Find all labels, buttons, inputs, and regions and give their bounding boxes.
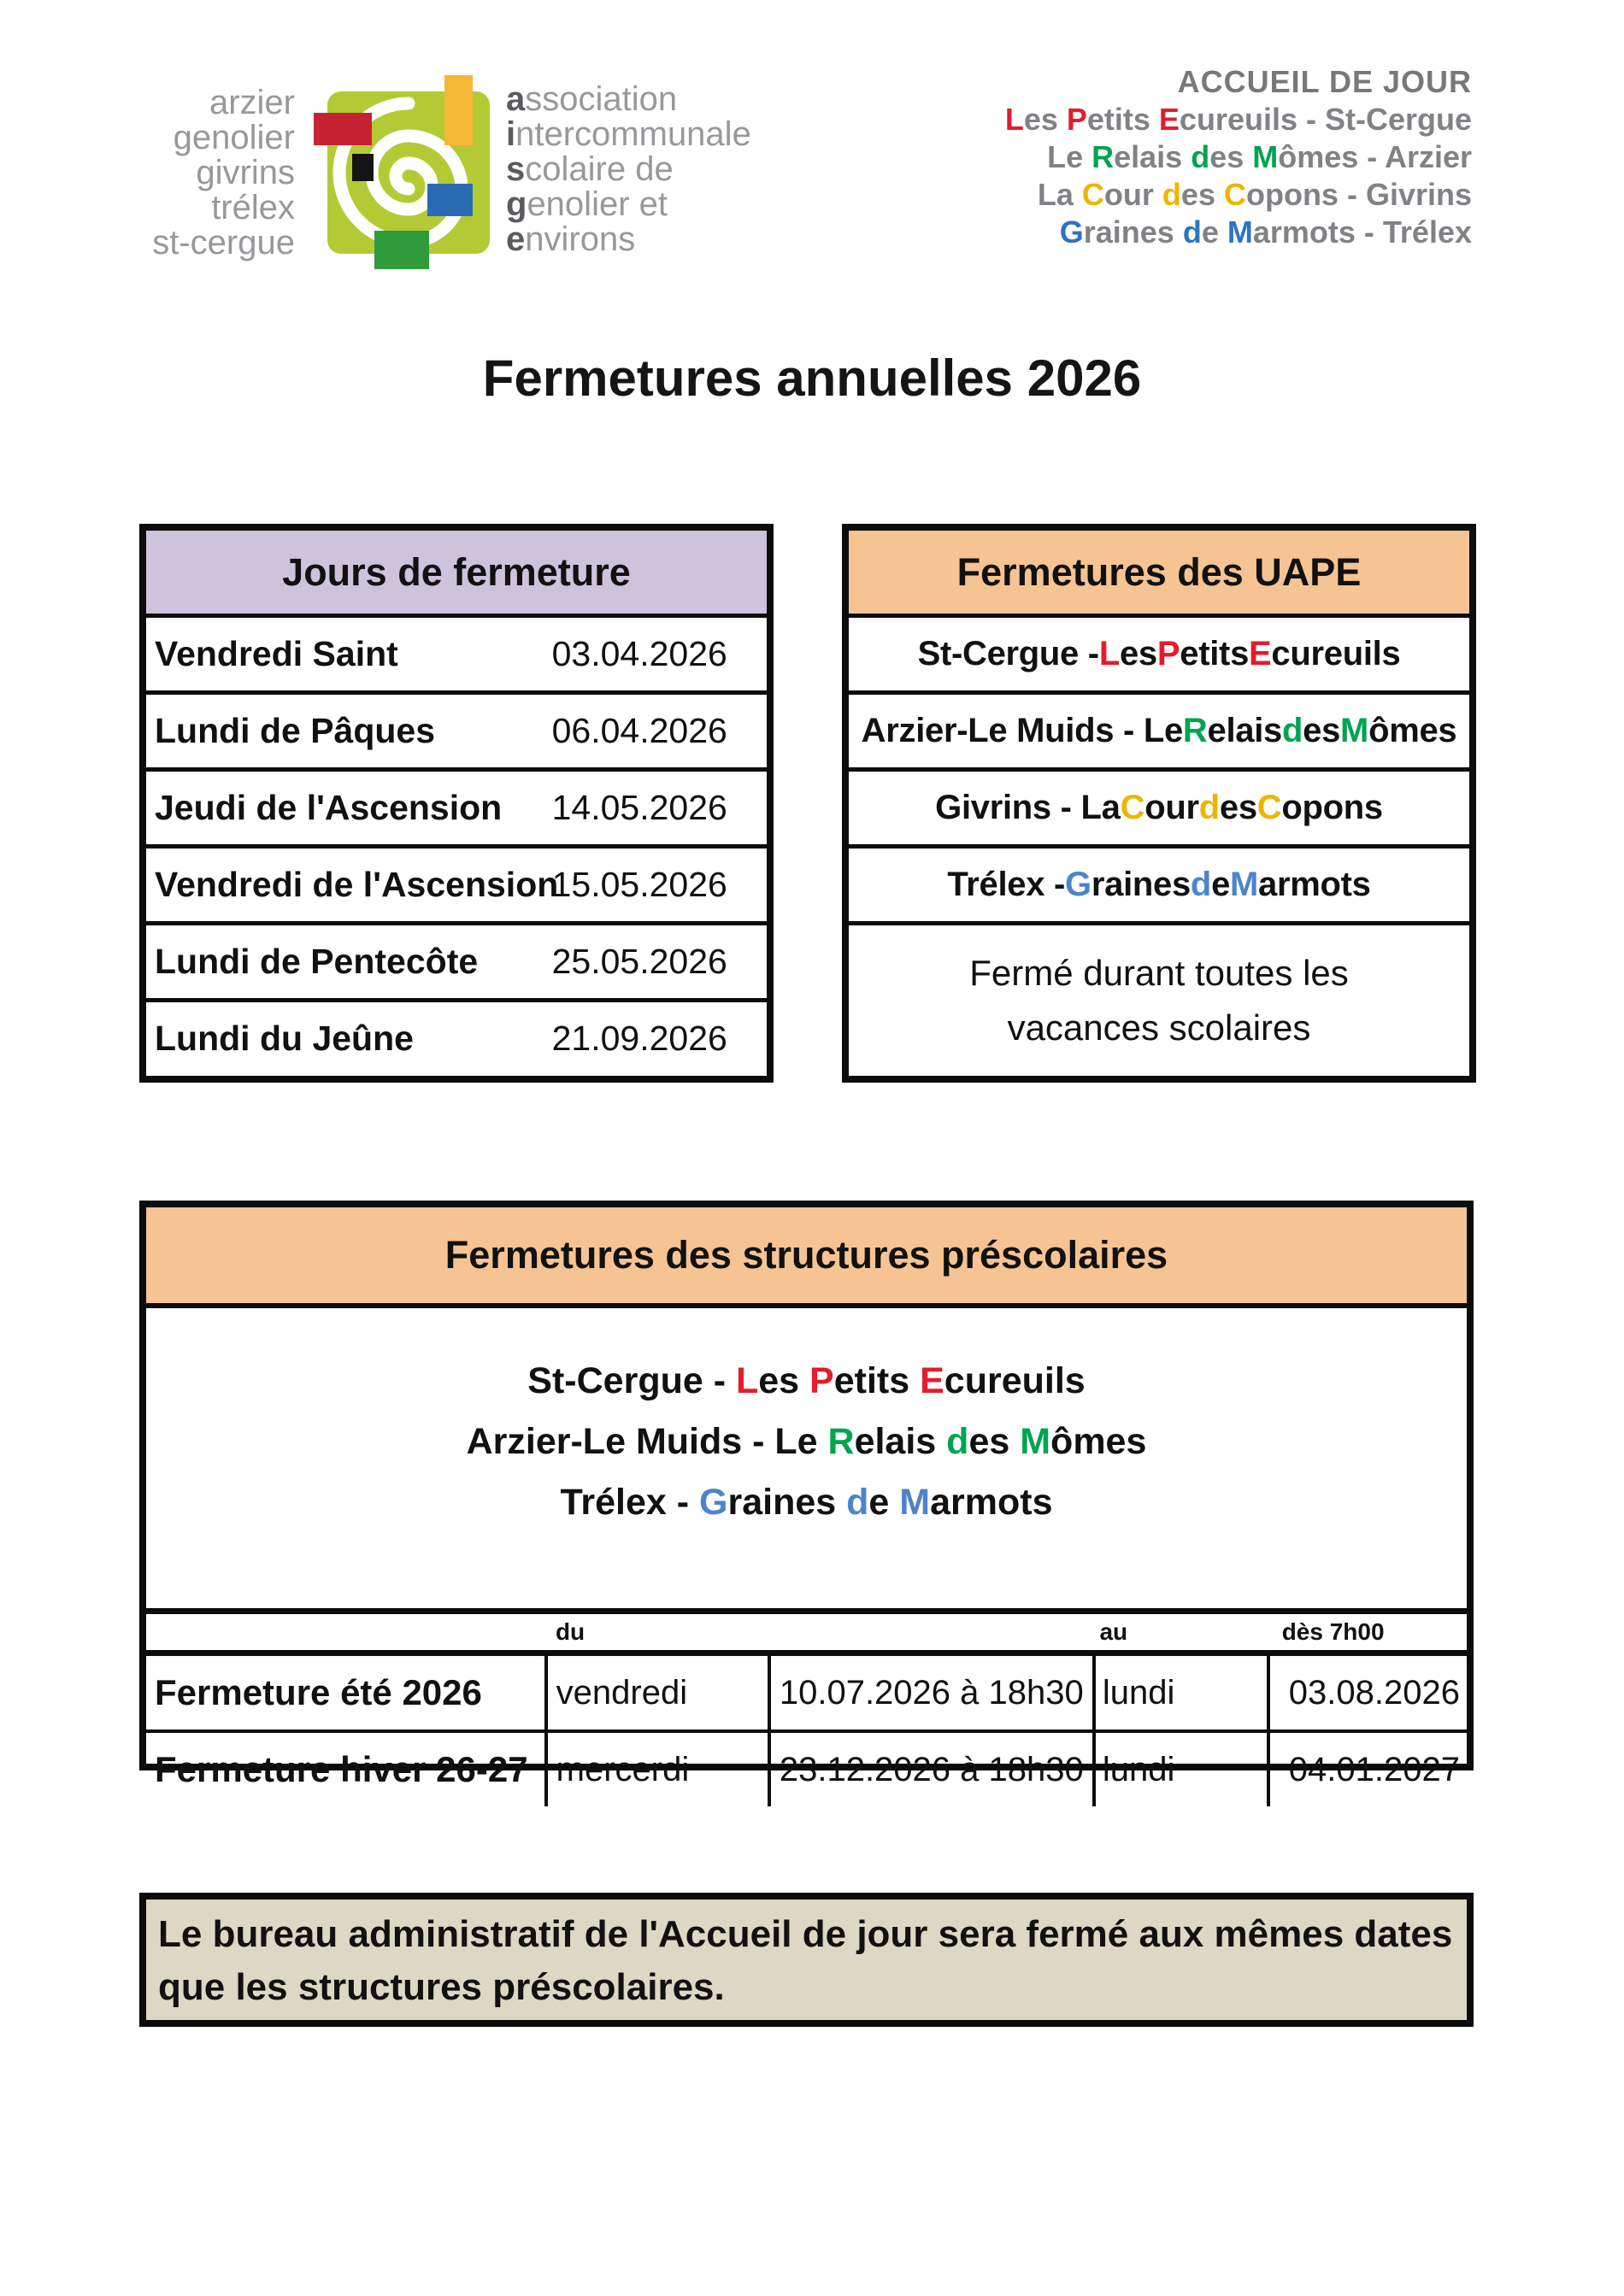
org-name-line: intercommunale [506,115,751,153]
table-row [146,849,767,925]
admin-note-box [139,1893,1474,2027]
closure-date-from: 23.12.2026 à 18h30 [771,1733,1096,1806]
column-header-des-7h00: dès 7h00 [1281,1618,1385,1645]
uape-closures-table [842,524,1476,1083]
preschool-structures-cell [146,1308,1467,1614]
logo-green-square [374,231,429,269]
org-name-line: genolier et [506,185,668,223]
holiday-label: Vendredi Saint [155,634,398,673]
accueil-de-jour-block [855,63,1472,251]
column-header-du: du [555,1618,585,1645]
table-row [146,695,767,772]
table-row [146,772,767,849]
structure-name-line: Trélex - Graines de Marmots [560,1482,1053,1523]
structure-name-line: Graines de Marmots - Trélex [1059,214,1472,250]
table-row: Givrins - La C our d es C opons [849,772,1469,849]
uape-header: Fermetures des UAPE [849,531,1469,618]
logo-black-square [352,154,374,181]
structure-name-line: La Cour des Copons - Givrins [1037,177,1472,212]
structure-name-line: Le Relais des Mômes - Arzier [1047,139,1472,174]
table-row [146,1656,1467,1733]
closure-label: Fermeture été 2026 [146,1656,548,1729]
aisge-logo [308,68,513,282]
holiday-date: 21.09.2026 [551,1019,727,1058]
accueil-title: ACCUEIL DE JOUR [1177,64,1472,99]
holiday-label: Lundi de Pâques [155,711,436,750]
logo-org-name [506,82,751,257]
closure-days-header: Jours de fermeture [146,531,767,618]
closure-day-from: vendredi [548,1656,771,1729]
logo-blue-square [427,184,473,216]
structure-name-line: Les Petits Ecureuils - St-Cergue [1004,102,1472,137]
table-row: Arzier-Le Muids - Le R elais d es M ômes [849,695,1469,772]
commune-name: trélex [211,189,295,226]
holiday-label: Vendredi de l'Ascension [155,865,559,904]
commune-name: arzier [209,84,295,121]
table-row [146,618,767,695]
holiday-label: Jeudi de l'Ascension [155,788,503,827]
org-name-line: scolaire de [506,150,674,188]
holiday-label: Lundi de Pentecôte [155,942,479,981]
holiday-label: Lundi du Jeûne [155,1019,414,1058]
column-header-au: au [1099,1618,1128,1645]
closure-day-to: lundi [1096,1656,1270,1729]
uape-vacation-note: Fermé durant toutes les vacances scolaires [969,953,1349,1048]
admin-note-line: que les structures préscolaires. [158,1966,725,2008]
holiday-date: 06.04.2026 [551,711,727,750]
table-row [146,925,767,1002]
preschool-closures-table [139,1201,1474,1789]
logo-yellow-square [444,75,473,145]
holiday-date: 03.04.2026 [551,634,727,673]
commune-name: genolier [173,119,295,156]
org-name-line: environs [506,220,636,258]
holiday-date: 14.05.2026 [551,788,727,827]
commune-name: givrins [196,154,295,191]
structure-name-line: St-Cergue - Les Petits Ecureuils [527,1360,1086,1401]
closure-day-to: lundi [1096,1733,1270,1806]
structure-name-line: Arzier-Le Muids - Le Relais des Mômes [466,1421,1147,1462]
holiday-date: 25.05.2026 [551,942,727,981]
logo-communes-list [94,85,295,261]
table-row [146,1733,1467,1806]
table-row: Trélex - G raines d e M armots [849,849,1469,925]
commune-name: st-cergue [152,224,295,261]
column-header-row [146,1614,1467,1656]
page-title: Fermetures annuelles 2026 [482,349,1142,407]
closure-date-to: 04.01.2027 [1288,1750,1460,1788]
admin-note-line: Le bureau administratif de l'Accueil de jour sera fermé aux mêmes dates [158,1913,1453,1955]
closure-date-to: 03.08.2026 [1288,1673,1460,1712]
holiday-date: 15.05.2026 [551,865,727,904]
table-row: St-Cergue - L es P etits E cureuils [849,618,1469,695]
closure-day-from: mercerdi [548,1733,771,1806]
closure-days-table [139,524,774,1083]
org-name-line: association [506,80,678,118]
closure-date-from: 10.07.2026 à 18h30 [771,1656,1096,1729]
table-row [146,1002,767,1075]
closure-label: Fermeture hiver 26-27 [146,1733,548,1806]
logo-red-square [314,113,372,145]
preschool-header: Fermetures des structures préscolaires [146,1207,1467,1308]
